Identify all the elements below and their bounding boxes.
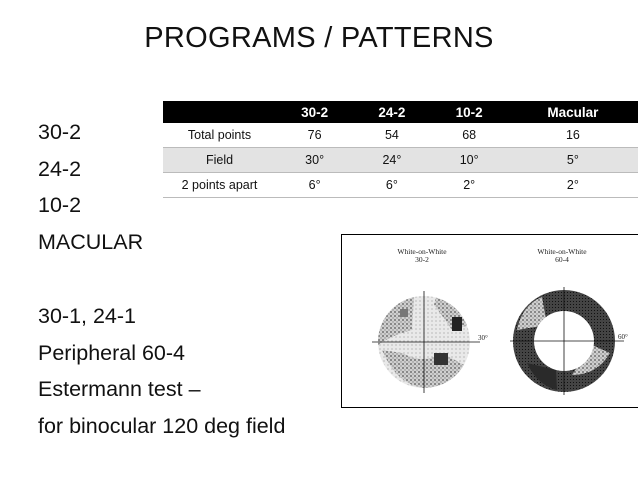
bullet-item: MACULAR xyxy=(38,229,144,254)
slide-title: PROGRAMS / PATTERNS xyxy=(144,22,494,54)
table-cell: 30° xyxy=(276,148,353,173)
table-cell: 6° xyxy=(353,173,430,198)
table-row xyxy=(163,173,638,198)
bullet-item: 30-1, 24-1 xyxy=(38,304,137,328)
table-row xyxy=(163,148,638,173)
row-label: Field xyxy=(163,148,276,173)
right-field-plot xyxy=(510,287,628,395)
left-caption-line: 30-2 xyxy=(415,255,429,264)
table-header-cell: 24-2 xyxy=(353,101,430,123)
left-field-plot xyxy=(372,291,488,393)
table-row xyxy=(163,123,638,148)
left-caption-line: White-on-White xyxy=(397,247,447,256)
row-label: 2 points apart xyxy=(163,173,276,198)
right-caption-line: 60-4 xyxy=(555,255,569,264)
bullet-item: Estermann test – xyxy=(38,377,201,401)
visual-field-plots xyxy=(342,235,638,407)
bullet-item: Peripheral 60-4 xyxy=(38,340,186,365)
bullet-item: 10-2 xyxy=(38,193,82,217)
table-header-cell: 30-2 xyxy=(276,101,353,123)
visual-field-figure xyxy=(341,234,638,408)
table-cell: 24° xyxy=(353,148,430,173)
table-cell: 6° xyxy=(276,173,353,198)
table-header-row xyxy=(163,101,638,123)
table-cell: 2° xyxy=(431,173,508,198)
table-cell: 16 xyxy=(508,123,638,148)
bullet-gap xyxy=(38,260,285,298)
programs-table xyxy=(163,101,638,198)
left-field-dense-spot xyxy=(400,309,408,317)
table-header-cell: Macular xyxy=(508,101,638,123)
bullet-item: 24-2 xyxy=(38,156,82,181)
table-header-cell xyxy=(163,101,276,123)
bullet-item: for binocular 120 deg field xyxy=(38,413,286,438)
right-caption-line: White-on-White xyxy=(537,247,587,256)
table-cell: 10° xyxy=(431,148,508,173)
left-field-dense-spot xyxy=(452,317,462,331)
row-label: Total points xyxy=(163,123,276,148)
table-cell: 76 xyxy=(276,123,353,148)
right-field-axis-label: 60° xyxy=(618,333,628,341)
table-cell: 5° xyxy=(508,148,638,173)
left-field-axis-label: 30° xyxy=(478,334,488,342)
table-cell: 54 xyxy=(353,123,430,148)
table-header-cell: 10-2 xyxy=(431,101,508,123)
bullet-item: 30-2 xyxy=(38,120,82,144)
left-field-dense-spot xyxy=(434,353,448,365)
table-cell: 2° xyxy=(508,173,638,198)
table-cell: 68 xyxy=(431,123,508,148)
